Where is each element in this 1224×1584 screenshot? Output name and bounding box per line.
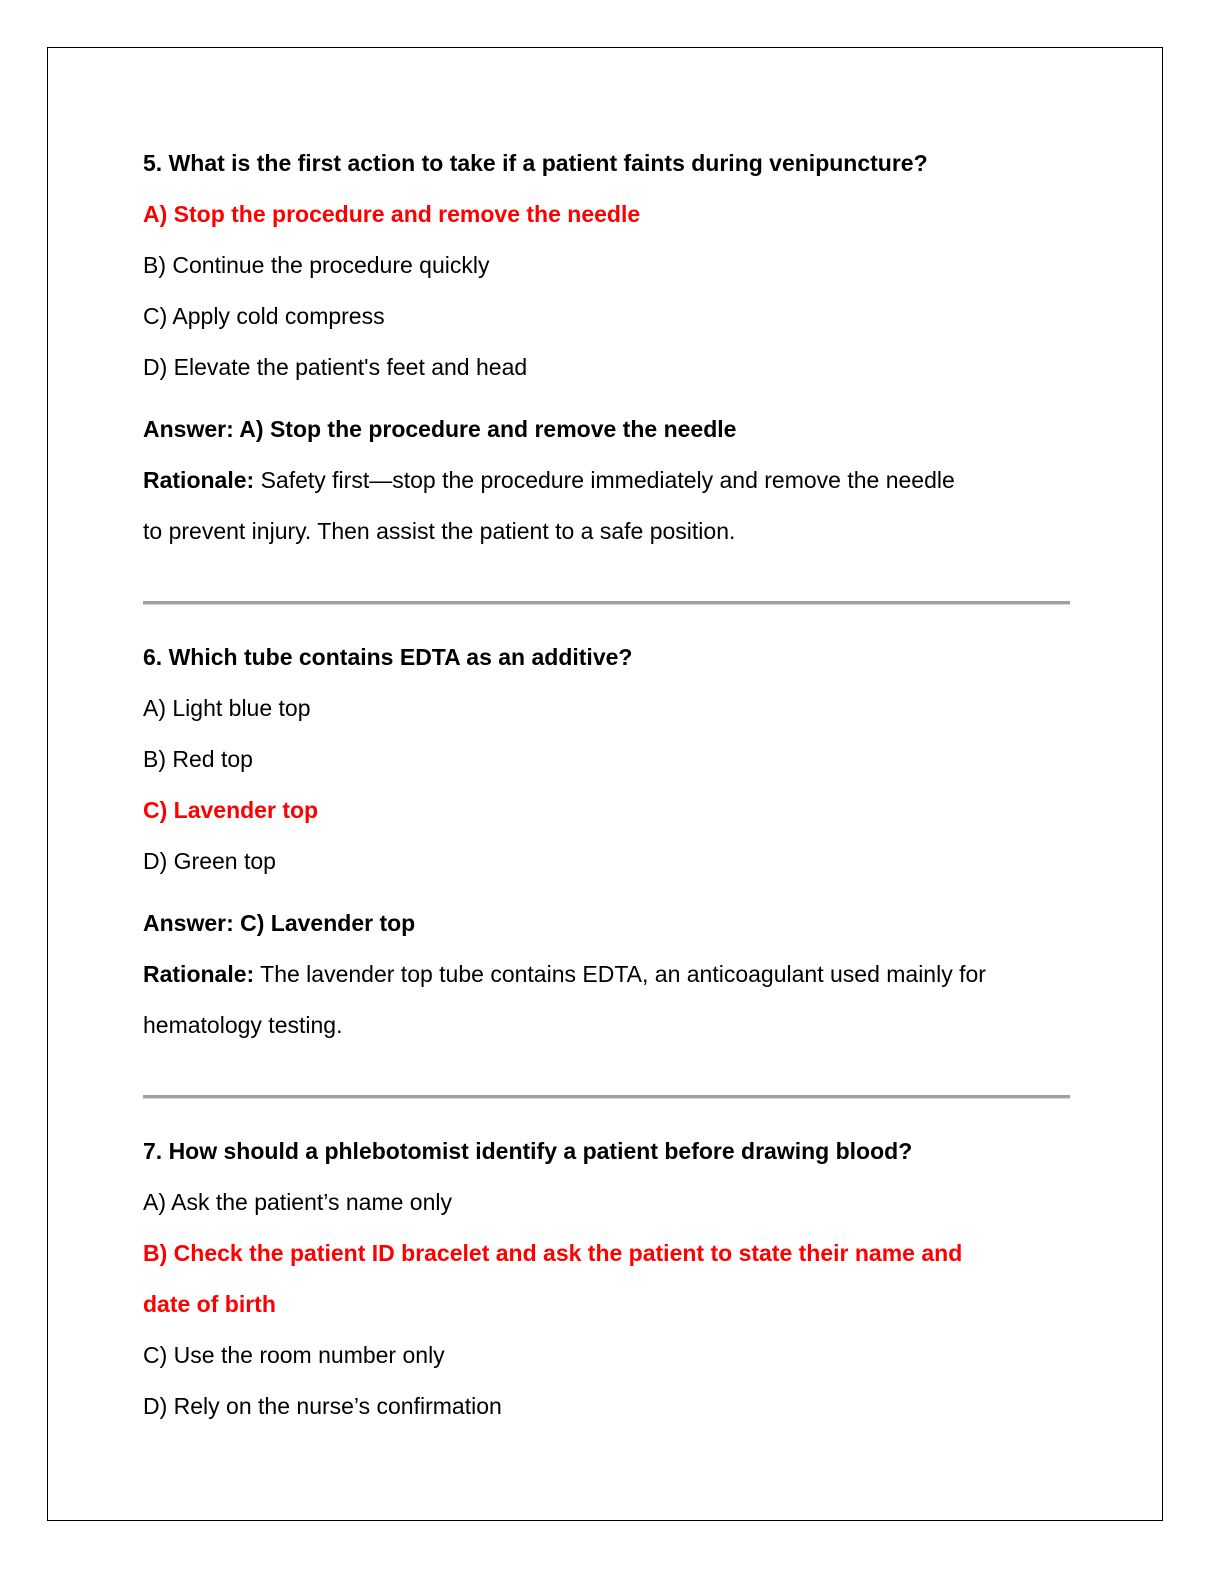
section-divider xyxy=(143,1095,1070,1099)
option-b-correct: B) Check the patient ID bracelet and ask the patient to state their name and xyxy=(143,1240,963,1266)
question-block-5 xyxy=(143,138,1073,557)
option-d: D) Elevate the patient's feet and head xyxy=(143,354,528,380)
answer-text: Answer: C) Lavender top xyxy=(143,910,416,936)
document-content xyxy=(143,138,1073,1432)
question-text: 5. What is the first action to take if a patient faints during venipuncture? xyxy=(143,150,928,176)
option-c: C) Use the room number only xyxy=(143,1342,445,1368)
section-divider xyxy=(143,601,1070,605)
question-block-7 xyxy=(143,1126,1073,1432)
option-a-correct: A) Stop the procedure and remove the needle xyxy=(143,201,641,227)
option-b: B) Continue the procedure quickly xyxy=(143,252,490,278)
option-a: A) Ask the patient’s name only xyxy=(143,1189,452,1215)
rationale-line-1 xyxy=(143,455,1073,506)
rationale-text: The lavender top tube contains EDTA, an anticoagulant used mainly for xyxy=(254,961,986,987)
rationale-line-2: to prevent injury. Then assist the patient to a safe position. xyxy=(143,518,736,544)
option-c: C) Apply cold compress xyxy=(143,303,385,329)
question-block-6 xyxy=(143,632,1073,1051)
rationale-label: Rationale: xyxy=(143,467,255,493)
option-b-correct-continued: date of birth xyxy=(143,1291,276,1317)
option-d: D) Green top xyxy=(143,848,276,874)
rationale-line-2: hematology testing. xyxy=(143,1012,343,1038)
question-text: 7. How should a phlebotomist identify a patient before drawing blood? xyxy=(143,1138,913,1164)
option-d: D) Rely on the nurse’s confirmation xyxy=(143,1393,502,1419)
option-c-correct: C) Lavender top xyxy=(143,797,319,823)
rationale-label: Rationale: xyxy=(143,961,255,987)
option-b: B) Red top xyxy=(143,746,253,772)
option-a: A) Light blue top xyxy=(143,695,311,721)
answer-text: Answer: A) Stop the procedure and remove the needle xyxy=(143,416,737,442)
question-text: 6. Which tube contains EDTA as an additive? xyxy=(143,644,633,670)
rationale-line-1 xyxy=(143,949,1073,1000)
rationale-text: Safety first—stop the procedure immediately and remove the needle xyxy=(254,467,955,493)
